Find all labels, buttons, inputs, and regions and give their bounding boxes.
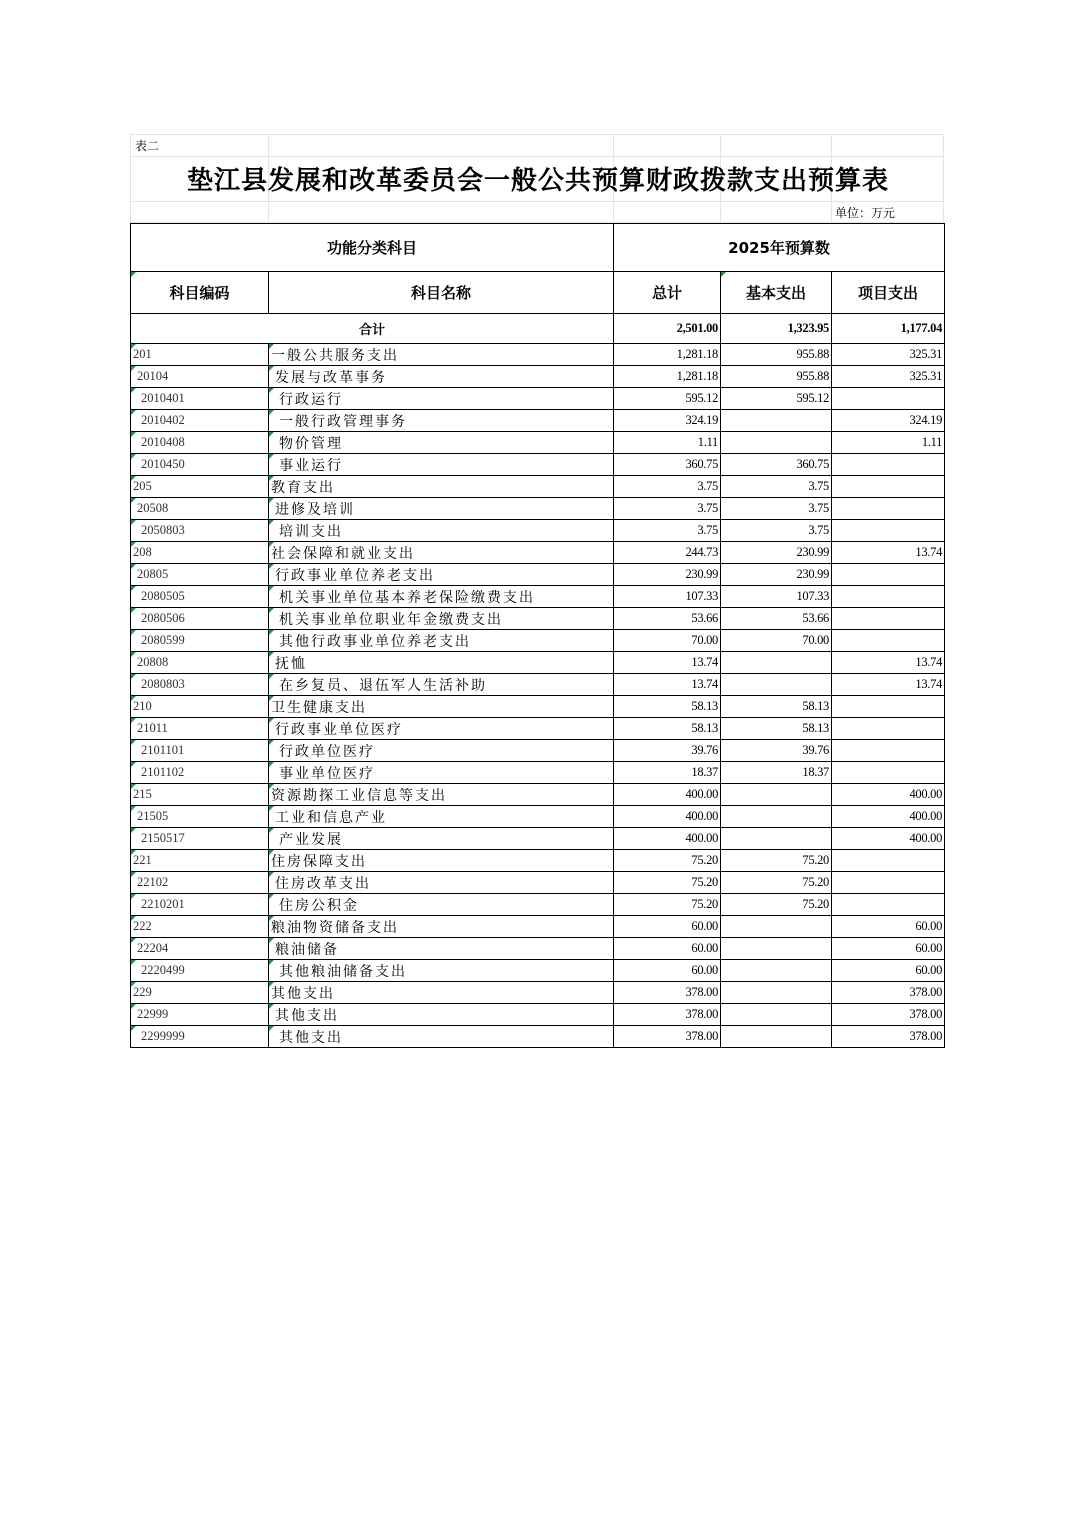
- row-code: 201: [131, 344, 269, 366]
- sheet-header-area: [130, 134, 944, 223]
- row-project: 13.74: [832, 652, 945, 674]
- row-name: 住房保障支出: [269, 850, 614, 872]
- row-total: 58.13: [614, 696, 721, 718]
- row-basic: [721, 652, 832, 674]
- row-code: 20104: [131, 366, 269, 388]
- row-project: [832, 564, 945, 586]
- table-row: [131, 1004, 945, 1026]
- row-project: 378.00: [832, 1026, 945, 1048]
- row-name: 行政单位医疗: [269, 740, 614, 762]
- row-project: 378.00: [832, 1004, 945, 1026]
- row-basic: [721, 806, 832, 828]
- row-project: [832, 850, 945, 872]
- row-basic: 53.66: [721, 608, 832, 630]
- row-project: 400.00: [832, 806, 945, 828]
- row-name: 产业发展: [269, 828, 614, 850]
- header-budget-year: 2025年预算数: [614, 224, 945, 272]
- table-row: [131, 410, 945, 432]
- header-basic: 基本支出: [721, 272, 832, 314]
- row-name: 机关事业单位职业年金缴费支出: [269, 608, 614, 630]
- row-basic: [721, 1004, 832, 1026]
- row-name: 教育支出: [269, 476, 614, 498]
- row-basic: [721, 674, 832, 696]
- row-code: 2010402: [131, 410, 269, 432]
- table-row: [131, 828, 945, 850]
- row-total: 75.20: [614, 850, 721, 872]
- row-basic: [721, 410, 832, 432]
- row-total: 107.33: [614, 586, 721, 608]
- row-basic: [721, 916, 832, 938]
- table-row: [131, 1026, 945, 1048]
- row-name: 抚恤: [269, 652, 614, 674]
- row-code: 229: [131, 982, 269, 1004]
- row-project: [832, 388, 945, 410]
- row-project: [832, 498, 945, 520]
- row-name: 机关事业单位基本养老保险缴费支出: [269, 586, 614, 608]
- row-total: 1,281.18: [614, 366, 721, 388]
- table-row: [131, 784, 945, 806]
- row-total: 13.74: [614, 674, 721, 696]
- row-project: 324.19: [832, 410, 945, 432]
- row-total: 13.74: [614, 652, 721, 674]
- row-basic: 58.13: [721, 718, 832, 740]
- row-project: [832, 872, 945, 894]
- header-row-1: [131, 224, 945, 272]
- row-basic: 955.88: [721, 366, 832, 388]
- row-code: 2010401: [131, 388, 269, 410]
- header-code: 科目编码: [131, 272, 269, 314]
- row-project: [832, 894, 945, 916]
- row-name: 事业单位医疗: [269, 762, 614, 784]
- total-basic: 1,323.95: [721, 314, 832, 344]
- row-project: [832, 586, 945, 608]
- row-code: 2080803: [131, 674, 269, 696]
- row-name: 社会保障和就业支出: [269, 542, 614, 564]
- row-code: 222: [131, 916, 269, 938]
- row-total: 60.00: [614, 938, 721, 960]
- row-basic: [721, 982, 832, 1004]
- row-total: 53.66: [614, 608, 721, 630]
- row-name: 其他支出: [269, 982, 614, 1004]
- row-name: 其他支出: [269, 1004, 614, 1026]
- page-title: 垫江县发展和改革委员会一般公共预算财政拨款支出预算表: [186, 166, 889, 196]
- row-name: 资源勘探工业信息等支出: [269, 784, 614, 806]
- row-code: 21505: [131, 806, 269, 828]
- row-basic: 3.75: [721, 498, 832, 520]
- row-basic: [721, 432, 832, 454]
- row-name: 其他行政事业单位养老支出: [269, 630, 614, 652]
- row-name: 发展与改革事务: [269, 366, 614, 388]
- table-row: [131, 608, 945, 630]
- row-code: 2220499: [131, 960, 269, 982]
- row-basic: [721, 960, 832, 982]
- row-name: 粮油物资储备支出: [269, 916, 614, 938]
- table-label: 表二: [135, 139, 160, 153]
- table-row: [131, 498, 945, 520]
- row-basic: 595.12: [721, 388, 832, 410]
- row-total: 400.00: [614, 828, 721, 850]
- table-row: [131, 520, 945, 542]
- row-basic: 3.75: [721, 520, 832, 542]
- table-row: [131, 938, 945, 960]
- row-project: [832, 608, 945, 630]
- row-basic: [721, 784, 832, 806]
- row-total: 1,281.18: [614, 344, 721, 366]
- row-project: 400.00: [832, 828, 945, 850]
- row-code: 205: [131, 476, 269, 498]
- row-name: 培训支出: [269, 520, 614, 542]
- row-basic: [721, 828, 832, 850]
- row-code: 2080599: [131, 630, 269, 652]
- row-total: 324.19: [614, 410, 721, 432]
- row-code: 22204: [131, 938, 269, 960]
- header-row-2: [131, 272, 945, 314]
- table-row: [131, 806, 945, 828]
- table-row: [131, 696, 945, 718]
- row-project: 60.00: [832, 960, 945, 982]
- row-code: 2080505: [131, 586, 269, 608]
- row-code: 20508: [131, 498, 269, 520]
- row-name: 卫生健康支出: [269, 696, 614, 718]
- row-project: 400.00: [832, 784, 945, 806]
- row-project: [832, 740, 945, 762]
- row-name: 行政事业单位医疗: [269, 718, 614, 740]
- row-project: [832, 696, 945, 718]
- row-code: 221: [131, 850, 269, 872]
- row-basic: 75.20: [721, 894, 832, 916]
- table-row: [131, 718, 945, 740]
- budget-table: [130, 223, 945, 1048]
- row-code: 2101102: [131, 762, 269, 784]
- table-row: [131, 630, 945, 652]
- row-project: [832, 454, 945, 476]
- table-row: [131, 960, 945, 982]
- row-total: 244.73: [614, 542, 721, 564]
- row-name: 在乡复员、退伍军人生活补助: [269, 674, 614, 696]
- row-code: 2150517: [131, 828, 269, 850]
- row-code: 21011: [131, 718, 269, 740]
- row-code: 22102: [131, 872, 269, 894]
- row-basic: 955.88: [721, 344, 832, 366]
- row-project: [832, 718, 945, 740]
- row-project: 13.74: [832, 674, 945, 696]
- header-functional-class: 功能分类科目: [131, 224, 614, 272]
- row-total: 378.00: [614, 1004, 721, 1026]
- row-total: 378.00: [614, 1026, 721, 1048]
- row-total: 3.75: [614, 498, 721, 520]
- row-project: 378.00: [832, 982, 945, 1004]
- row-total: 378.00: [614, 982, 721, 1004]
- row-name: 行政事业单位养老支出: [269, 564, 614, 586]
- row-total: 400.00: [614, 784, 721, 806]
- row-project: 13.74: [832, 542, 945, 564]
- row-code: 20808: [131, 652, 269, 674]
- row-code: 2210201: [131, 894, 269, 916]
- table-row: [131, 388, 945, 410]
- table-row: [131, 872, 945, 894]
- row-name: 一般公共服务支出: [269, 344, 614, 366]
- table-row: [131, 564, 945, 586]
- row-total: 3.75: [614, 476, 721, 498]
- row-total: 70.00: [614, 630, 721, 652]
- row-project: [832, 630, 945, 652]
- unit-label: 单位：万元: [835, 206, 896, 220]
- row-total: 60.00: [614, 960, 721, 982]
- row-code: 2080506: [131, 608, 269, 630]
- row-total: 595.12: [614, 388, 721, 410]
- row-name: 一般行政管理事务: [269, 410, 614, 432]
- table-row: [131, 454, 945, 476]
- row-total: 18.37: [614, 762, 721, 784]
- table-row: [131, 916, 945, 938]
- row-total: 360.75: [614, 454, 721, 476]
- table-row: [131, 740, 945, 762]
- row-code: 22999: [131, 1004, 269, 1026]
- row-total: 3.75: [614, 520, 721, 542]
- table-row: [131, 652, 945, 674]
- table-row: [131, 982, 945, 1004]
- row-project: 60.00: [832, 938, 945, 960]
- row-name: 粮油储备: [269, 938, 614, 960]
- row-code: 20805: [131, 564, 269, 586]
- row-name: 住房公积金: [269, 894, 614, 916]
- row-name: 住房改革支出: [269, 872, 614, 894]
- row-code: 215: [131, 784, 269, 806]
- row-project: [832, 476, 945, 498]
- header-total: 总计: [614, 272, 721, 314]
- row-project: [832, 762, 945, 784]
- table-row: [131, 366, 945, 388]
- row-basic: 58.13: [721, 696, 832, 718]
- total-sum: 2,501.00: [614, 314, 721, 344]
- budget-sheet: [130, 134, 944, 1048]
- row-name: 其他粮油储备支出: [269, 960, 614, 982]
- table-row: [131, 894, 945, 916]
- row-code: 2050803: [131, 520, 269, 542]
- row-basic: 230.99: [721, 542, 832, 564]
- row-basic: 3.75: [721, 476, 832, 498]
- header-name: 科目名称: [269, 272, 614, 314]
- row-basic: [721, 938, 832, 960]
- row-code: 2010450: [131, 454, 269, 476]
- table-row: [131, 674, 945, 696]
- row-basic: 107.33: [721, 586, 832, 608]
- row-total: 60.00: [614, 916, 721, 938]
- table-row: [131, 850, 945, 872]
- row-basic: 75.20: [721, 850, 832, 872]
- row-code: 2101101: [131, 740, 269, 762]
- row-name: 事业运行: [269, 454, 614, 476]
- row-basic: 230.99: [721, 564, 832, 586]
- table-row: [131, 344, 945, 366]
- table-row: [131, 762, 945, 784]
- row-basic: 360.75: [721, 454, 832, 476]
- total-project: 1,177.04: [832, 314, 945, 344]
- grid-line: [131, 156, 943, 157]
- table-row: [131, 476, 945, 498]
- row-total: 400.00: [614, 806, 721, 828]
- row-basic: 39.76: [721, 740, 832, 762]
- row-code: 210: [131, 696, 269, 718]
- row-name: 其他支出: [269, 1026, 614, 1048]
- row-total: 58.13: [614, 718, 721, 740]
- row-project: 325.31: [832, 344, 945, 366]
- row-name: 物价管理: [269, 432, 614, 454]
- row-total: 75.20: [614, 894, 721, 916]
- total-label: 合计: [131, 314, 614, 344]
- row-project: 325.31: [832, 366, 945, 388]
- table-row: [131, 432, 945, 454]
- row-project: 1.11: [832, 432, 945, 454]
- row-basic: [721, 1026, 832, 1048]
- row-total: 230.99: [614, 564, 721, 586]
- row-total: 39.76: [614, 740, 721, 762]
- table-row: [131, 542, 945, 564]
- row-project: 60.00: [832, 916, 945, 938]
- table-row: [131, 586, 945, 608]
- row-code: 2299999: [131, 1026, 269, 1048]
- row-basic: 75.20: [721, 872, 832, 894]
- total-row: [131, 314, 945, 344]
- row-basic: 70.00: [721, 630, 832, 652]
- header-project: 项目支出: [832, 272, 945, 314]
- row-total: 1.11: [614, 432, 721, 454]
- row-name: 行政运行: [269, 388, 614, 410]
- row-name: 工业和信息产业: [269, 806, 614, 828]
- row-total: 75.20: [614, 872, 721, 894]
- grid-line: [131, 201, 943, 202]
- row-project: [832, 520, 945, 542]
- row-name: 进修及培训: [269, 498, 614, 520]
- row-code: 2010408: [131, 432, 269, 454]
- row-basic: 18.37: [721, 762, 832, 784]
- row-code: 208: [131, 542, 269, 564]
